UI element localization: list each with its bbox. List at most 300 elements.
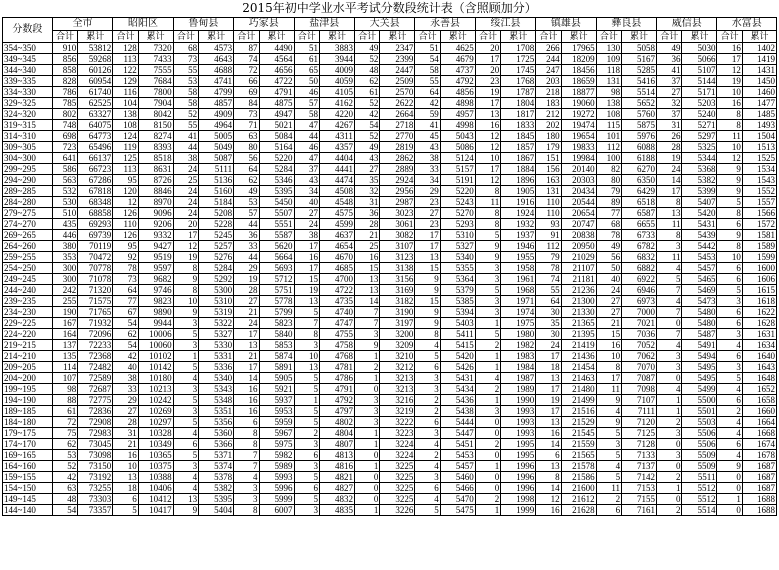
subtotal-cell: 23 (415, 197, 440, 208)
cumulative-cell: 2664 (380, 109, 415, 120)
subtotal-cell: 5 (596, 428, 621, 439)
cumulative-cell: 10412 (138, 494, 173, 505)
cumulative-cell: 1745 (501, 65, 536, 76)
subtotal-cell: 120 (113, 186, 138, 197)
subtotal-cell: 167 (52, 318, 77, 329)
subtotal-cell: 50 (294, 76, 319, 87)
cumulative-cell: 5407 (682, 197, 717, 208)
subtotal-cell: 802 (52, 109, 77, 120)
cumulative-cell: 2347 (380, 43, 415, 54)
subtotal-cell: 2 (294, 428, 319, 439)
cumulative-cell: 1990 (501, 395, 536, 406)
table-row (3, 98, 777, 109)
subtotal-cell: 16 (717, 98, 742, 109)
subtotal-cell: 21 (234, 307, 259, 318)
table-row (3, 76, 777, 87)
subtotal-cell: 0 (717, 483, 742, 494)
cumulative-cell: 71765 (78, 307, 113, 318)
cumulative-cell: 1688 (742, 494, 776, 505)
score-range-cell: 149~145 (3, 494, 53, 505)
subtotal-cell: 75 (52, 428, 77, 439)
cumulative-cell: 4573 (199, 43, 234, 54)
cumulative-cell: 5501 (682, 406, 717, 417)
cumulative-cell: 5959 (259, 417, 294, 428)
subtotal-cell: 5 (294, 373, 319, 384)
cumulative-cell: 5975 (259, 439, 294, 450)
cumulative-cell: 5466 (440, 483, 475, 494)
cumulative-cell: 9890 (138, 307, 173, 318)
subtotal-cell: 64 (536, 296, 561, 307)
cumulative-cell: 73192 (78, 472, 113, 483)
subtotal-cell: 98 (52, 384, 77, 395)
subtotal-header: 合计 (596, 31, 621, 43)
subtotal-cell: 828 (52, 76, 77, 87)
cumulative-cell: 5480 (682, 318, 717, 329)
subtotal-cell: 110 (536, 197, 561, 208)
cumulative-cell: 69739 (78, 230, 113, 241)
subtotal-cell: 34 (415, 175, 440, 186)
subtotal-cell: 8 (234, 439, 259, 450)
subtotal-cell: 8 (234, 505, 259, 516)
cumulative-cell: 7142 (622, 472, 657, 483)
cumulative-cell: 5245 (199, 230, 234, 241)
cumulative-cell: 3212 (380, 362, 415, 373)
cumulative-cell: 21395 (561, 329, 596, 340)
cumulative-cell: 3209 (380, 340, 415, 351)
cumulative-cell: 5434 (440, 384, 475, 395)
cumulative-cell: 5444 (440, 417, 475, 428)
cumulative-cell: 5322 (199, 318, 234, 329)
subtotal-cell: 2 (717, 406, 742, 417)
subtotal-cell: 51 (294, 43, 319, 54)
subtotal-cell: 12 (717, 65, 742, 76)
cumulative-cell: 6882 (622, 263, 657, 274)
subtotal-cell: 28 (657, 142, 682, 153)
score-range-cell: 239~235 (3, 296, 53, 307)
subtotal-cell: 10 (294, 351, 319, 362)
cumulative-cell: 7904 (138, 98, 173, 109)
subtotal-cell: 6 (294, 450, 319, 461)
subtotal-cell: 17 (415, 230, 440, 241)
cumulative-cell: 5693 (259, 263, 294, 274)
subtotal-cell: 55 (536, 285, 561, 296)
cumulative-cell: 4737 (440, 65, 475, 76)
subtotal-cell: 2 (475, 340, 500, 351)
subtotal-cell: 9 (173, 307, 198, 318)
score-range-cell: 274~270 (3, 219, 53, 230)
subtotal-cell: 7 (234, 461, 259, 472)
subtotal-header: 合计 (354, 31, 379, 43)
cumulative-cell: 1477 (742, 98, 776, 109)
cumulative-cell: 68858 (78, 208, 113, 219)
subtotal-cell: 53 (52, 450, 77, 461)
subtotal-cell: 563 (52, 175, 77, 186)
score-range-cell: 189~185 (3, 406, 53, 417)
cumulative-cell: 4575 (319, 208, 354, 219)
subtotal-cell: 5 (173, 395, 198, 406)
subtotal-cell: 2 (475, 439, 500, 450)
cumulative-cell: 1581 (742, 230, 776, 241)
subtotal-cell: 2 (415, 450, 440, 461)
subtotal-cell: 38 (294, 230, 319, 241)
subtotal-cell: 54 (113, 318, 138, 329)
cumulative-cell: 5379 (440, 285, 475, 296)
subtotal-cell: 108 (113, 120, 138, 131)
cumulative-cell: 1674 (742, 439, 776, 450)
subtotal-cell: 49 (354, 43, 379, 54)
subtotal-cell: 0 (475, 450, 500, 461)
region-header: 威信县 (657, 18, 717, 31)
subtotal-cell: 532 (52, 186, 77, 197)
subtotal-header: 合计 (657, 31, 682, 43)
subtotal-cell: 1 (717, 494, 742, 505)
table-row (3, 296, 777, 307)
subtotal-cell: 37 (657, 76, 682, 87)
cumulative-cell: 8726 (138, 175, 173, 186)
subtotal-cell: 16 (234, 384, 259, 395)
subtotal-cell: 380 (52, 241, 77, 252)
subtotal-cell: 723 (52, 142, 77, 153)
cumulative-cell: 4654 (319, 241, 354, 252)
subtotal-cell: 17 (294, 263, 319, 274)
subtotal-cell: 8 (657, 230, 682, 241)
cumulative-cell: 59268 (78, 54, 113, 65)
score-range-cell: 159~155 (3, 472, 53, 483)
cumulative-cell: 8846 (138, 186, 173, 197)
region-header: 水富县 (717, 18, 777, 31)
cumulative-cell: 1640 (742, 351, 776, 362)
subtotal-cell: 95 (113, 175, 138, 186)
subtotal-cell: 183 (536, 98, 561, 109)
subtotal-cell: 55 (173, 120, 198, 131)
cumulative-cell: 3023 (380, 208, 415, 219)
cumulative-cell: 21586 (561, 472, 596, 483)
table-row (3, 472, 777, 483)
subtotal-cell: 0 (475, 483, 500, 494)
cumulative-cell: 5220 (259, 153, 294, 164)
cumulative-cell: 3226 (380, 505, 415, 516)
cumulative-cell: 3225 (380, 494, 415, 505)
subtotal-cell: 2 (354, 362, 379, 373)
subtotal-cell: 3 (415, 384, 440, 395)
subtotal-cell: 5 (415, 351, 440, 362)
subtotal-cell: 32 (354, 186, 379, 197)
cumulative-cell: 21236 (561, 285, 596, 296)
cumulative-cell: 1552 (742, 186, 776, 197)
cumulative-cell: 69293 (78, 219, 113, 230)
subtotal-cell: 104 (113, 98, 138, 109)
cumulative-cell: 71575 (78, 296, 113, 307)
subtotal-cell: 17 (294, 241, 319, 252)
subtotal-cell: 128 (113, 43, 138, 54)
subtotal-cell: 0 (717, 472, 742, 483)
cumulative-cell: 4740 (319, 307, 354, 318)
cumulative-cell: 4548 (319, 197, 354, 208)
subtotal-cell: 20 (173, 219, 198, 230)
cumulative-cell: 21454 (561, 362, 596, 373)
subtotal-cell: 6 (415, 483, 440, 494)
subtotal-cell: 43 (354, 153, 379, 164)
subtotal-cell: 6 (717, 307, 742, 318)
subtotal-cell: 58 (294, 109, 319, 120)
cumulative-cell: 4786 (319, 373, 354, 384)
cumulative-cell: 6088 (622, 142, 657, 153)
cumulative-cell: 10375 (138, 461, 173, 472)
cumulative-cell: 72233 (78, 340, 113, 351)
cumulative-cell: 7000 (622, 307, 657, 318)
score-range-cell: 339~335 (3, 76, 53, 87)
subtotal-cell: 14 (657, 175, 682, 186)
score-range-cell: 184~180 (3, 417, 53, 428)
cumulative-cell: 5891 (259, 362, 294, 373)
table-row (3, 384, 777, 395)
subtotal-cell: 16 (536, 428, 561, 439)
subtotal-cell: 0 (354, 472, 379, 483)
subtotal-cell: 17 (234, 329, 259, 340)
subtotal-cell: 856 (52, 54, 77, 65)
subtotal-cell: 21 (354, 230, 379, 241)
score-range-cell: 234~230 (3, 307, 53, 318)
subtotal-cell: 73 (234, 109, 259, 120)
cumulative-cell: 1419 (742, 54, 776, 65)
subtotal-cell: 19 (173, 252, 198, 263)
subtotal-cell: 5 (717, 285, 742, 296)
cumulative-cell: 5509 (682, 461, 717, 472)
subtotal-cell: 16 (234, 406, 259, 417)
cumulative-cell: 2509 (380, 76, 415, 87)
cumulative-cell: 1924 (501, 208, 536, 219)
subtotal-cell: 163 (536, 175, 561, 186)
subtotal-cell: 56 (596, 252, 621, 263)
cumulative-cell: 3213 (380, 384, 415, 395)
cumulative-cell: 73357 (78, 505, 113, 516)
subtotal-cell: 78 (113, 263, 138, 274)
cumulative-cell: 6007 (259, 505, 294, 516)
cumulative-cell: 19984 (561, 153, 596, 164)
score-distribution-table (2, 17, 777, 516)
cumulative-cell: 3213 (380, 373, 415, 384)
cumulative-cell: 1971 (501, 296, 536, 307)
cumulative-cell: 6973 (622, 296, 657, 307)
subtotal-cell: 109 (596, 54, 621, 65)
subtotal-cell: 137 (52, 340, 77, 351)
subtotal-cell: 18 (113, 483, 138, 494)
cumulative-cell: 7684 (138, 76, 173, 87)
subtotal-cell: 9 (717, 230, 742, 241)
subtotal-cell: 11 (657, 219, 682, 230)
subtotal-cell: 0 (657, 439, 682, 450)
subtotal-cell: 80 (596, 175, 621, 186)
cumulative-cell: 5494 (682, 351, 717, 362)
table-row (3, 175, 777, 186)
subtotal-cell: 24 (234, 318, 259, 329)
subtotal-cell: 9 (717, 461, 742, 472)
cumulative-cell: 3225 (380, 461, 415, 472)
cumulative-cell: 3224 (380, 450, 415, 461)
cumulative-cell: 1652 (742, 384, 776, 395)
subtotal-cell: 2 (475, 384, 500, 395)
subtotal-cell: 20 (475, 65, 500, 76)
cumulative-cell: 6655 (622, 219, 657, 230)
cumulative-cell: 5240 (682, 109, 717, 120)
cumulative-cell: 4220 (319, 109, 354, 120)
subtotal-cell: 5 (415, 505, 440, 516)
subtotal-cell: 4 (415, 461, 440, 472)
subtotal-cell: 29 (113, 395, 138, 406)
cumulative-cell: 4656 (259, 65, 294, 76)
subtotal-cell: 5 (596, 450, 621, 461)
cumulative-cell: 5420 (440, 351, 475, 362)
subtotal-cell: 3 (717, 296, 742, 307)
cumulative-cell: 1431 (742, 65, 776, 76)
subtotal-cell: 3 (294, 439, 319, 450)
subtotal-cell: 6 (717, 263, 742, 274)
subtotal-cell: 27 (234, 296, 259, 307)
subtotal-cell: 10 (113, 461, 138, 472)
score-range-cell: 219~215 (3, 340, 53, 351)
cumulative-cell: 10406 (138, 483, 173, 494)
cumulative-cell: 71078 (78, 274, 113, 285)
subtotal-cell: 27 (596, 296, 621, 307)
cumulative-cell: 5327 (199, 329, 234, 340)
cumulative-cell: 1804 (501, 98, 536, 109)
table-row (3, 483, 777, 494)
cumulative-cell: 5043 (440, 131, 475, 142)
cumulative-cell: 21529 (561, 417, 596, 428)
subtotal-cell: 15 (596, 329, 621, 340)
subtotal-cell: 5 (294, 494, 319, 505)
cumulative-cell: 4722 (259, 76, 294, 87)
subtotal-cell: 51 (415, 43, 440, 54)
subtotal-cell: 6 (717, 439, 742, 450)
subtotal-cell: 7 (354, 307, 379, 318)
score-range-cell: 304~300 (3, 153, 53, 164)
cumulative-cell: 3190 (380, 307, 415, 318)
cumulative-cell: 6350 (622, 175, 657, 186)
cumulative-cell: 1896 (501, 175, 536, 186)
cumulative-cell: 5431 (682, 219, 717, 230)
subtotal-cell: 4 (717, 450, 742, 461)
subtotal-cell: 53 (173, 76, 198, 87)
subtotal-cell: 79 (536, 252, 561, 263)
subtotal-cell: 98 (596, 87, 621, 98)
cumulative-cell: 4781 (319, 362, 354, 373)
subtotal-cell: 1 (354, 461, 379, 472)
subtotal-cell: 115 (596, 120, 621, 131)
cumulative-cell: 5366 (199, 439, 234, 450)
score-range-cell: 209~205 (3, 362, 53, 373)
subtotal-cell: 9 (173, 274, 198, 285)
subtotal-cell: 6 (415, 417, 440, 428)
cumulative-cell: 1996 (501, 461, 536, 472)
cumulative-cell: 5509 (682, 450, 717, 461)
cumulative-cell: 1996 (501, 472, 536, 483)
score-range-cell: 324~320 (3, 109, 53, 120)
cumulative-cell: 21181 (561, 274, 596, 285)
cumulative-cell: 9944 (138, 318, 173, 329)
cumulative-cell: 5967 (259, 428, 294, 439)
cumulative-cell: 6429 (622, 186, 657, 197)
subtotal-cell: 510 (52, 208, 77, 219)
subtotal-cell: 33 (415, 164, 440, 175)
subtotal-cell: 48 (52, 494, 77, 505)
cumulative-cell: 4059 (319, 76, 354, 87)
subtotal-cell: 2 (596, 494, 621, 505)
subtotal-cell: 5 (173, 329, 198, 340)
cumulative-cell: 4474 (319, 175, 354, 186)
table-row (3, 285, 777, 296)
cumulative-cell: 2447 (380, 65, 415, 76)
subtotal-cell: 73 (173, 54, 198, 65)
cumulative-cell: 5356 (199, 417, 234, 428)
subtotal-cell: 49 (234, 186, 259, 197)
subtotal-cell: 14 (234, 373, 259, 384)
subtotal-cell: 0 (475, 417, 500, 428)
cumulative-cell: 9519 (138, 252, 173, 263)
cumulative-cell: 1857 (501, 142, 536, 153)
cumulative-cell: 1989 (501, 384, 536, 395)
subtotal-cell: 242 (52, 285, 77, 296)
subtotal-cell: 9 (173, 505, 198, 516)
subtotal-cell: 40 (294, 197, 319, 208)
cumulative-cell: 10180 (138, 373, 173, 384)
cumulative-cell: 8518 (138, 153, 173, 164)
subtotal-cell: 8 (294, 329, 319, 340)
cumulative-cell: 64075 (78, 120, 113, 131)
cumulative-header: 累计 (259, 31, 294, 43)
cumulative-cell: 5300 (199, 285, 234, 296)
cumulative-cell: 4735 (319, 296, 354, 307)
subtotal-cell: 18 (536, 362, 561, 373)
cumulative-cell: 4700 (319, 274, 354, 285)
cumulative-cell: 4791 (319, 384, 354, 395)
cumulative-cell: 1622 (742, 307, 776, 318)
subtotal-cell: 9 (415, 318, 440, 329)
cumulative-cell: 4898 (440, 98, 475, 109)
subtotal-cell: 40 (113, 362, 138, 373)
cumulative-cell: 3082 (380, 230, 415, 241)
cumulative-cell: 8631 (138, 164, 173, 175)
subtotal-cell: 34 (294, 186, 319, 197)
cumulative-cell: 53812 (78, 43, 113, 54)
cumulative-cell: 5364 (440, 274, 475, 285)
subtotal-cell: 3 (717, 362, 742, 373)
cumulative-cell: 1687 (742, 461, 776, 472)
subtotal-cell: 6 (717, 274, 742, 285)
subtotal-cell: 125 (113, 153, 138, 164)
subtotal-cell: 20 (475, 43, 500, 54)
subtotal-cell: 114 (52, 362, 77, 373)
cumulative-cell: 9332 (138, 230, 173, 241)
cumulative-cell: 1999 (501, 505, 536, 516)
cumulative-cell: 5144 (682, 76, 717, 87)
subtotal-cell: 44 (234, 252, 259, 263)
subtotal-cell: 16 (536, 505, 561, 516)
cumulative-cell: 5512 (682, 483, 717, 494)
cumulative-cell: 8274 (138, 131, 173, 142)
cumulative-cell: 73303 (78, 494, 113, 505)
cumulative-cell: 18877 (561, 87, 596, 98)
subtotal-cell: 19 (475, 87, 500, 98)
subtotal-cell: 62 (234, 175, 259, 186)
subtotal-cell: 3 (294, 340, 319, 351)
cumulative-cell: 3156 (380, 274, 415, 285)
subtotal-header: 合计 (113, 31, 138, 43)
cumulative-cell: 5395 (259, 186, 294, 197)
cumulative-cell: 5491 (682, 340, 717, 351)
subtotal-cell: 131 (536, 186, 561, 197)
subtotal-cell: 74 (536, 274, 561, 285)
